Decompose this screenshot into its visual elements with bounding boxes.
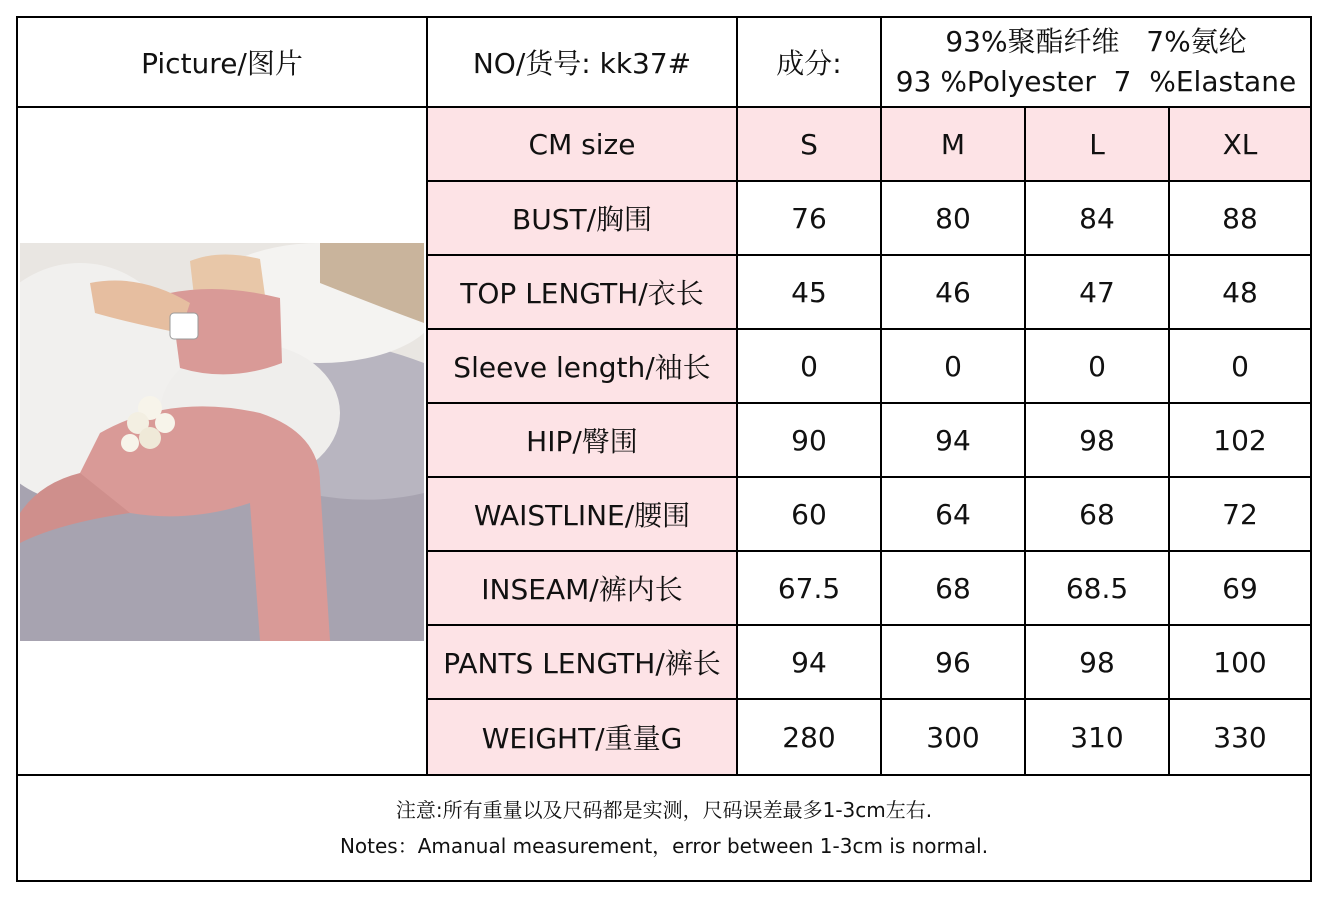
product-photo bbox=[20, 243, 424, 641]
row-label: WEIGHT/重量G bbox=[428, 700, 738, 776]
table-cell: 100 bbox=[1170, 626, 1310, 700]
size-header-s: S bbox=[738, 108, 882, 182]
row-label: WAISTLINE/腰围 bbox=[428, 478, 738, 552]
table-cell: 310 bbox=[1026, 700, 1170, 776]
picture-header: Picture/图片 bbox=[18, 18, 428, 108]
table-cell: 45 bbox=[738, 256, 882, 330]
table-cell: 0 bbox=[882, 330, 1026, 404]
table-cell: 88 bbox=[1170, 182, 1310, 256]
row-label: Sleeve length/袖长 bbox=[428, 330, 738, 404]
table-cell: 330 bbox=[1170, 700, 1310, 776]
measurement-notes bbox=[18, 776, 1310, 880]
table-cell: 98 bbox=[1026, 404, 1170, 478]
row-label: INSEAM/裤内长 bbox=[428, 552, 738, 626]
table-cell: 68 bbox=[1026, 478, 1170, 552]
composition-label: 成分: bbox=[738, 18, 882, 108]
table-cell: 0 bbox=[1170, 330, 1310, 404]
row-label: TOP LENGTH/衣长 bbox=[428, 256, 738, 330]
row-label: HIP/臀围 bbox=[428, 404, 738, 478]
table-cell: 96 bbox=[882, 626, 1026, 700]
table-cell: 72 bbox=[1170, 478, 1310, 552]
table-cell: 68 bbox=[882, 552, 1026, 626]
composition-cn: 93%聚酯纤维 7%氨纶 bbox=[945, 25, 1247, 58]
size-header-xl: XL bbox=[1170, 108, 1310, 182]
table-cell: 76 bbox=[738, 182, 882, 256]
table-cell: 67.5 bbox=[738, 552, 882, 626]
row-label: BUST/胸围 bbox=[428, 182, 738, 256]
table-cell: 48 bbox=[1170, 256, 1310, 330]
notes-cn: 注意:所有重量以及尺码都是实测，尺码误差最多1-3cm左右. bbox=[395, 798, 933, 822]
table-cell: 84 bbox=[1026, 182, 1170, 256]
table-cell: 68.5 bbox=[1026, 552, 1170, 626]
table-cell: 0 bbox=[738, 330, 882, 404]
notes-en: Notes：Amanual measurement，error between 1-3cm is normal. bbox=[339, 834, 989, 858]
table-cell: 46 bbox=[882, 256, 1026, 330]
size-chart-sheet bbox=[16, 16, 1312, 882]
size-header-l: L bbox=[1026, 108, 1170, 182]
row-label: PANTS LENGTH/裤长 bbox=[428, 626, 738, 700]
table-cell: 90 bbox=[738, 404, 882, 478]
table-cell: 69 bbox=[1170, 552, 1310, 626]
composition-value bbox=[882, 18, 1310, 108]
table-cell: 280 bbox=[738, 700, 882, 776]
size-header-m: M bbox=[882, 108, 1026, 182]
table-cell: 0 bbox=[1026, 330, 1170, 404]
table-cell: 94 bbox=[882, 404, 1026, 478]
composition-en: 93 %Polyester 7 %Elastane bbox=[895, 65, 1297, 98]
table-cell: 47 bbox=[1026, 256, 1170, 330]
unit-header: CM size bbox=[428, 108, 738, 182]
table-cell: 102 bbox=[1170, 404, 1310, 478]
style-number: NO/货号: kk37# bbox=[428, 18, 738, 108]
table-cell: 60 bbox=[738, 478, 882, 552]
table-cell: 94 bbox=[738, 626, 882, 700]
product-photo-cell bbox=[18, 108, 428, 776]
table-cell: 98 bbox=[1026, 626, 1170, 700]
table-cell: 80 bbox=[882, 182, 1026, 256]
table-cell: 64 bbox=[882, 478, 1026, 552]
table-cell: 300 bbox=[882, 700, 1026, 776]
